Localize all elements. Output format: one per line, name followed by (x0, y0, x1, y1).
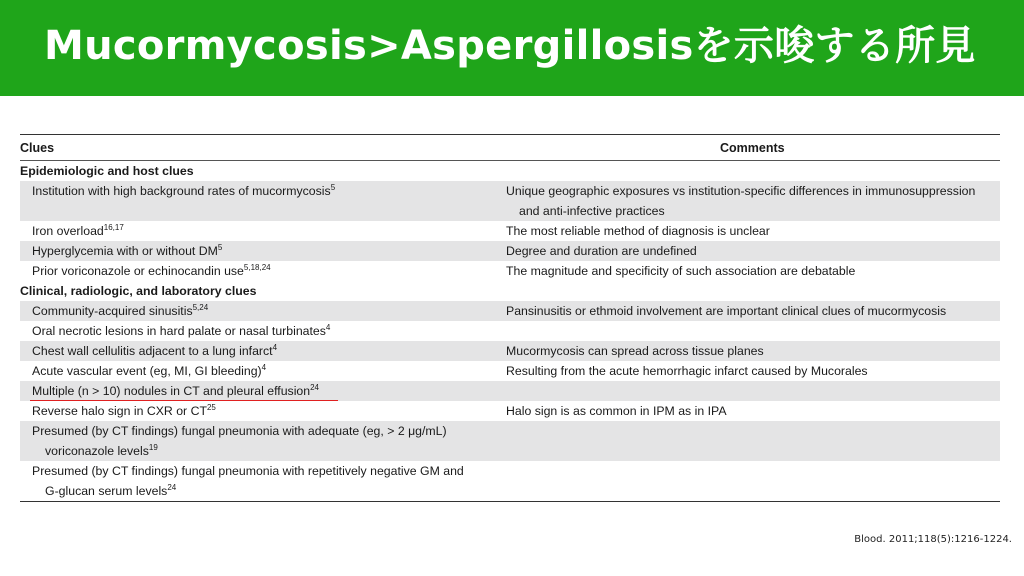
table-row (20, 461, 1000, 501)
comments-column-header: Comments (720, 141, 785, 155)
section-heading: Clinical, radiologic, and laboratory clues (20, 284, 257, 298)
table-header (20, 135, 1000, 161)
clue-cell: Acute vascular event (eg, MI, GI bleeding)$^4$ (32, 362, 267, 378)
table-row (20, 181, 1000, 221)
comment-cell: Resulting from the acute hemorrhagic infarct caused by Mucorales (506, 364, 868, 378)
clue-cell: Oral necrotic lesions in hard palate or nasal turbinates$^4$ (32, 322, 331, 338)
table-row (20, 401, 1000, 421)
comment-cell: Mucormycosis can spread across tissue planes (506, 344, 764, 358)
clue-cell: Institution with high background rates of mucormycosis$^5$ (32, 182, 336, 198)
table-row (20, 221, 1000, 241)
table-row (20, 261, 1000, 281)
section-row (20, 161, 1000, 181)
clue-cell: Community-acquired sinusitis$^{5,24}$ (32, 302, 209, 318)
comment-cell: The most reliable method of diagnosis is unclear (506, 224, 770, 238)
citation: Blood. 2011;118(5):1216-1224. (854, 534, 1012, 545)
clue-cell: Reverse halo sign in CXR or CT$^{25}$ (32, 402, 216, 418)
clue-cell: Hyperglycemia with or without $DM^5$ (32, 242, 223, 258)
table-row (20, 341, 1000, 361)
comment-cell: Degree and duration are undefined (506, 244, 697, 258)
clues-table (20, 134, 1000, 502)
table-row (20, 361, 1000, 381)
table-row (20, 241, 1000, 261)
comment-cell: Pansinusitis or ethmoid involvement are important clinical clues of mucormycosis (506, 304, 947, 318)
clue-cell: Chest wall cellulitis adjacent to a lung infarct$^4$ (32, 342, 278, 358)
table-row (20, 301, 1000, 321)
table-row (20, 321, 1000, 341)
title-banner (0, 0, 1024, 96)
comment-cell: Halo sign is as common in IPM as in IPA (506, 404, 727, 418)
clue-cell: Prior voriconazole or echinocandin use$^{5,18,24}$ (32, 262, 271, 278)
table-row-highlighted (20, 381, 1000, 401)
section-row (20, 281, 1000, 301)
clue-cell: Multiple (n > 10) nodules in CT and pleural effusion$^{24}$ (32, 382, 320, 398)
comment-cell: The magnitude and specificity of such association are debatable (506, 264, 856, 278)
table-row (20, 421, 1000, 461)
comment-cell: Unique geographic exposures vs institution-specific differences in immunosuppression and anti-infective practices (506, 184, 976, 218)
clues-column-header: Clues (20, 141, 55, 155)
slide-title: Mucormycosis>Aspergillosisを示唆する所見 (44, 23, 976, 69)
section-heading: Epidemiologic and host clues (20, 164, 194, 178)
clue-cell: Iron overload$^{16,17}$ (32, 222, 124, 238)
clue-cell: Presumed (by CT findings) fungal pneumonia with repetitively negative GM and G-glucan serum levels$^{24}$ (32, 464, 464, 498)
clue-cell: Presumed (by CT findings) fungal pneumonia with adequate (eg, > 2 μg/mL) voriconazole levels$^{19}$ (32, 424, 447, 458)
